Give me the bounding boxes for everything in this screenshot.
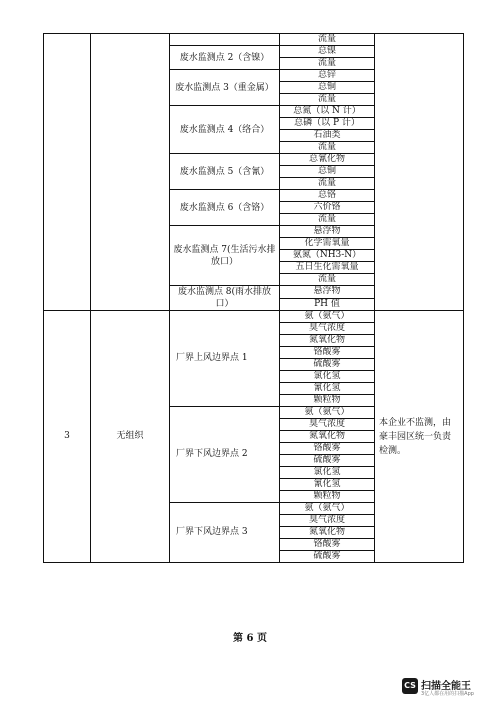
monitoring-item-cell: 颗粒物 (280, 395, 375, 407)
monitoring-item-cell: 总镍 (280, 46, 375, 58)
monitoring-item-cell: 流量 (280, 142, 375, 154)
monitoring-item-cell: 臭气浓度 (280, 515, 375, 527)
monitoring-point-cell: 厂界上风边界点 1 (170, 311, 280, 407)
monitoring-item-cell: 总氰化物 (280, 154, 375, 166)
monitoring-point-cell: 废水监测点 4（络合） (170, 106, 280, 154)
monitoring-item-cell: 氨（氨气） (280, 503, 375, 515)
monitoring-point-cell: 废水监测点 3（重金属） (170, 70, 280, 106)
monitoring-item-cell: 氰化氢 (280, 383, 375, 395)
camscanner-logo-icon: CS (402, 678, 418, 694)
monitoring-item-cell: 铬酸雾 (280, 347, 375, 359)
watermark-tagline: 3亿人都在用的扫描App (421, 691, 474, 697)
monitoring-item-cell: 氯化氢 (280, 467, 375, 479)
monitoring-point-cell: 废水监测点 2（含镍） (170, 46, 280, 70)
monitoring-item-cell: 化学需氧量 (280, 238, 375, 250)
monitoring-item-cell: 氰化氢 (280, 479, 375, 491)
monitoring-item-cell: 臭气浓度 (280, 323, 375, 335)
monitoring-item-cell: 硫酸雾 (280, 551, 375, 563)
monitoring-item-cell: 总氮（以 N 计） (280, 106, 375, 118)
remark-cell (375, 34, 464, 311)
monitoring-item-cell: 总铜 (280, 82, 375, 94)
monitoring-item-cell: 铬酸雾 (280, 539, 375, 551)
monitoring-item-cell: 流量 (280, 214, 375, 226)
monitoring-item-cell: 悬浮物 (280, 226, 375, 238)
monitoring-point-cell: 废水监测点 8(雨水排放口） (170, 286, 280, 311)
section-number-cell: 3 (44, 311, 91, 563)
monitoring-item-cell: 流量 (280, 274, 375, 286)
monitoring-item-cell: 氮氧化物 (280, 335, 375, 347)
monitoring-item-cell: 石油类 (280, 130, 375, 142)
monitoring-item-cell: 悬浮物 (280, 286, 375, 299)
monitoring-item-cell: 流量 (280, 94, 375, 106)
monitoring-table (43, 33, 464, 563)
monitoring-item-cell: 总铜 (280, 166, 375, 178)
monitoring-point-cell: 厂界下风边界点 3 (170, 503, 280, 563)
monitoring-item-cell: 氮氧化物 (280, 527, 375, 539)
monitoring-item-cell: 总锌 (280, 70, 375, 82)
monitoring-item-cell: 铬酸雾 (280, 443, 375, 455)
monitoring-item-cell: 流量 (280, 178, 375, 190)
monitoring-item-cell: 氨氮（NH3-N） (280, 250, 375, 262)
monitoring-item-cell: 总铬 (280, 190, 375, 202)
section-category-cell: 无组织 (91, 311, 170, 563)
monitoring-item-cell: 六价铬 (280, 202, 375, 214)
camscanner-watermark (402, 674, 498, 702)
monitoring-item-cell: 总磷（以 P 计） (280, 118, 375, 130)
section-category-cell (91, 34, 170, 311)
monitoring-item-cell: 氯化氢 (280, 371, 375, 383)
monitoring-item-cell: 颗粒物 (280, 491, 375, 503)
monitoring-item-cell: 氮氧化物 (280, 431, 375, 443)
table-row (44, 34, 464, 46)
monitoring-point-cell (170, 34, 280, 46)
monitoring-item-cell: 臭气浓度 (280, 419, 375, 431)
monitoring-item-cell: 氨（氨气） (280, 407, 375, 419)
monitoring-item-cell: 五日生化需氧量 (280, 262, 375, 274)
monitoring-point-cell: 废水监测点 5（含氰） (170, 154, 280, 190)
monitoring-item-cell: 硫酸雾 (280, 455, 375, 467)
table-row (44, 311, 464, 323)
watermark-name: 扫描全能王 (421, 681, 471, 692)
remark-cell: 本企业不监测，由豪丰园区统一负责检测。 (375, 311, 464, 563)
monitoring-item-cell: 流量 (280, 58, 375, 70)
page-number: 第 6 页 (233, 633, 267, 644)
monitoring-point-cell: 废水监测点 6（含铬） (170, 190, 280, 226)
monitoring-item-cell: 流量 (280, 34, 375, 46)
monitoring-item-cell: 氨（氨气） (280, 311, 375, 323)
section-number-cell (44, 34, 91, 311)
monitoring-point-cell: 废水监测点 7(生活污水排放口） (170, 226, 280, 286)
monitoring-item-cell: PH 值 (280, 298, 375, 311)
monitoring-point-cell: 厂界下风边界点 2 (170, 407, 280, 503)
monitoring-item-cell: 硫酸雾 (280, 359, 375, 371)
